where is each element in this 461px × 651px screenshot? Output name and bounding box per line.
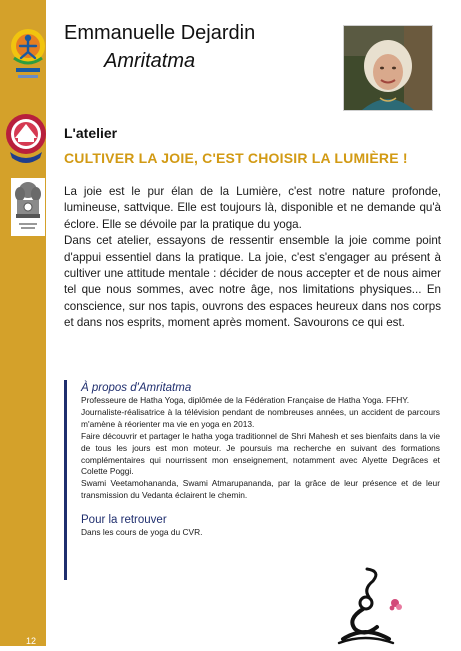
about-paragraph: Faire découvrir et partager le hatha yoga traditionnel de Shri Mahesh et ses bienfaits dans la vie de tous les jours est mon moteur. Je poursuis ma recherche en suivant des formations complémentaires qui nourrissent mon enseignement, notamment avec Alyette Degrâces et Colette Poggi.: [81, 430, 440, 477]
author-alias: Amritatma: [104, 50, 196, 72]
page-number: 12: [26, 636, 37, 646]
body-paragraph: La joie est le pur élan de la Lumière, c'est notre nature profonde, lumineuse, sattvique. Elle est toujours là, disponible et ne demande qu'à éclore. Elle se dévoile par la pratique du yoga.: [64, 185, 441, 231]
workshop-description: [64, 184, 441, 332]
author-name: Emmanuelle Dejardin: [64, 22, 256, 44]
workshop-headline: CULTIVER LA JOIE, C'EST CHOISIR LA LUMIÈRE !: [64, 150, 408, 166]
about-text: [81, 395, 440, 502]
ashoka-lion-emblem-icon: [11, 178, 45, 236]
about-title: À propos d'Amritatma: [81, 382, 192, 394]
body-paragraph: Dans cet atelier, essayons de ressentir ensemble la joie comme point d'appui essentiel dans la pratique. La joie, c'est s'engager au présent à cultiver une attitude mentale : décider de nous accepter et de nous aimer tel que nous sommes, avec notre âge, nos limitations physiques... En conscience, sur nos tapis, ouvrons des espaces heureux dans nos corps et dans nos esprits, moment après moment. Savourons ce qui est.: [64, 234, 441, 330]
emblem-seal-icon: [4, 112, 48, 170]
find-text: Dans les cours de yoga du CVR.: [81, 527, 203, 538]
about-section: [64, 380, 440, 580]
om-yoga-figure-icon: [319, 563, 411, 646]
about-paragraph: Swami Veetamohananda, Swami Atmarupananda, par la grâce de leur présence et de leur transmission du Vedanta éclairent le chemin.: [81, 478, 440, 501]
about-paragraph: Professeure de Hatha Yoga, diplômée de la Fédération Française de Hatha Yoga. FFHY.: [81, 395, 410, 405]
section-label: L'atelier: [64, 125, 118, 141]
about-paragraph: Journaliste-réalisatrice à la télévision pendant de nombreuses années, un accident de parcours m'amène à réorienter ma vie en yoga en 2013.: [81, 406, 440, 429]
yoga-day-logo-icon: [8, 24, 48, 88]
find-title: Pour la retrouver: [81, 514, 167, 527]
sidebar-band: [0, 0, 46, 646]
author-portrait: [343, 25, 433, 111]
